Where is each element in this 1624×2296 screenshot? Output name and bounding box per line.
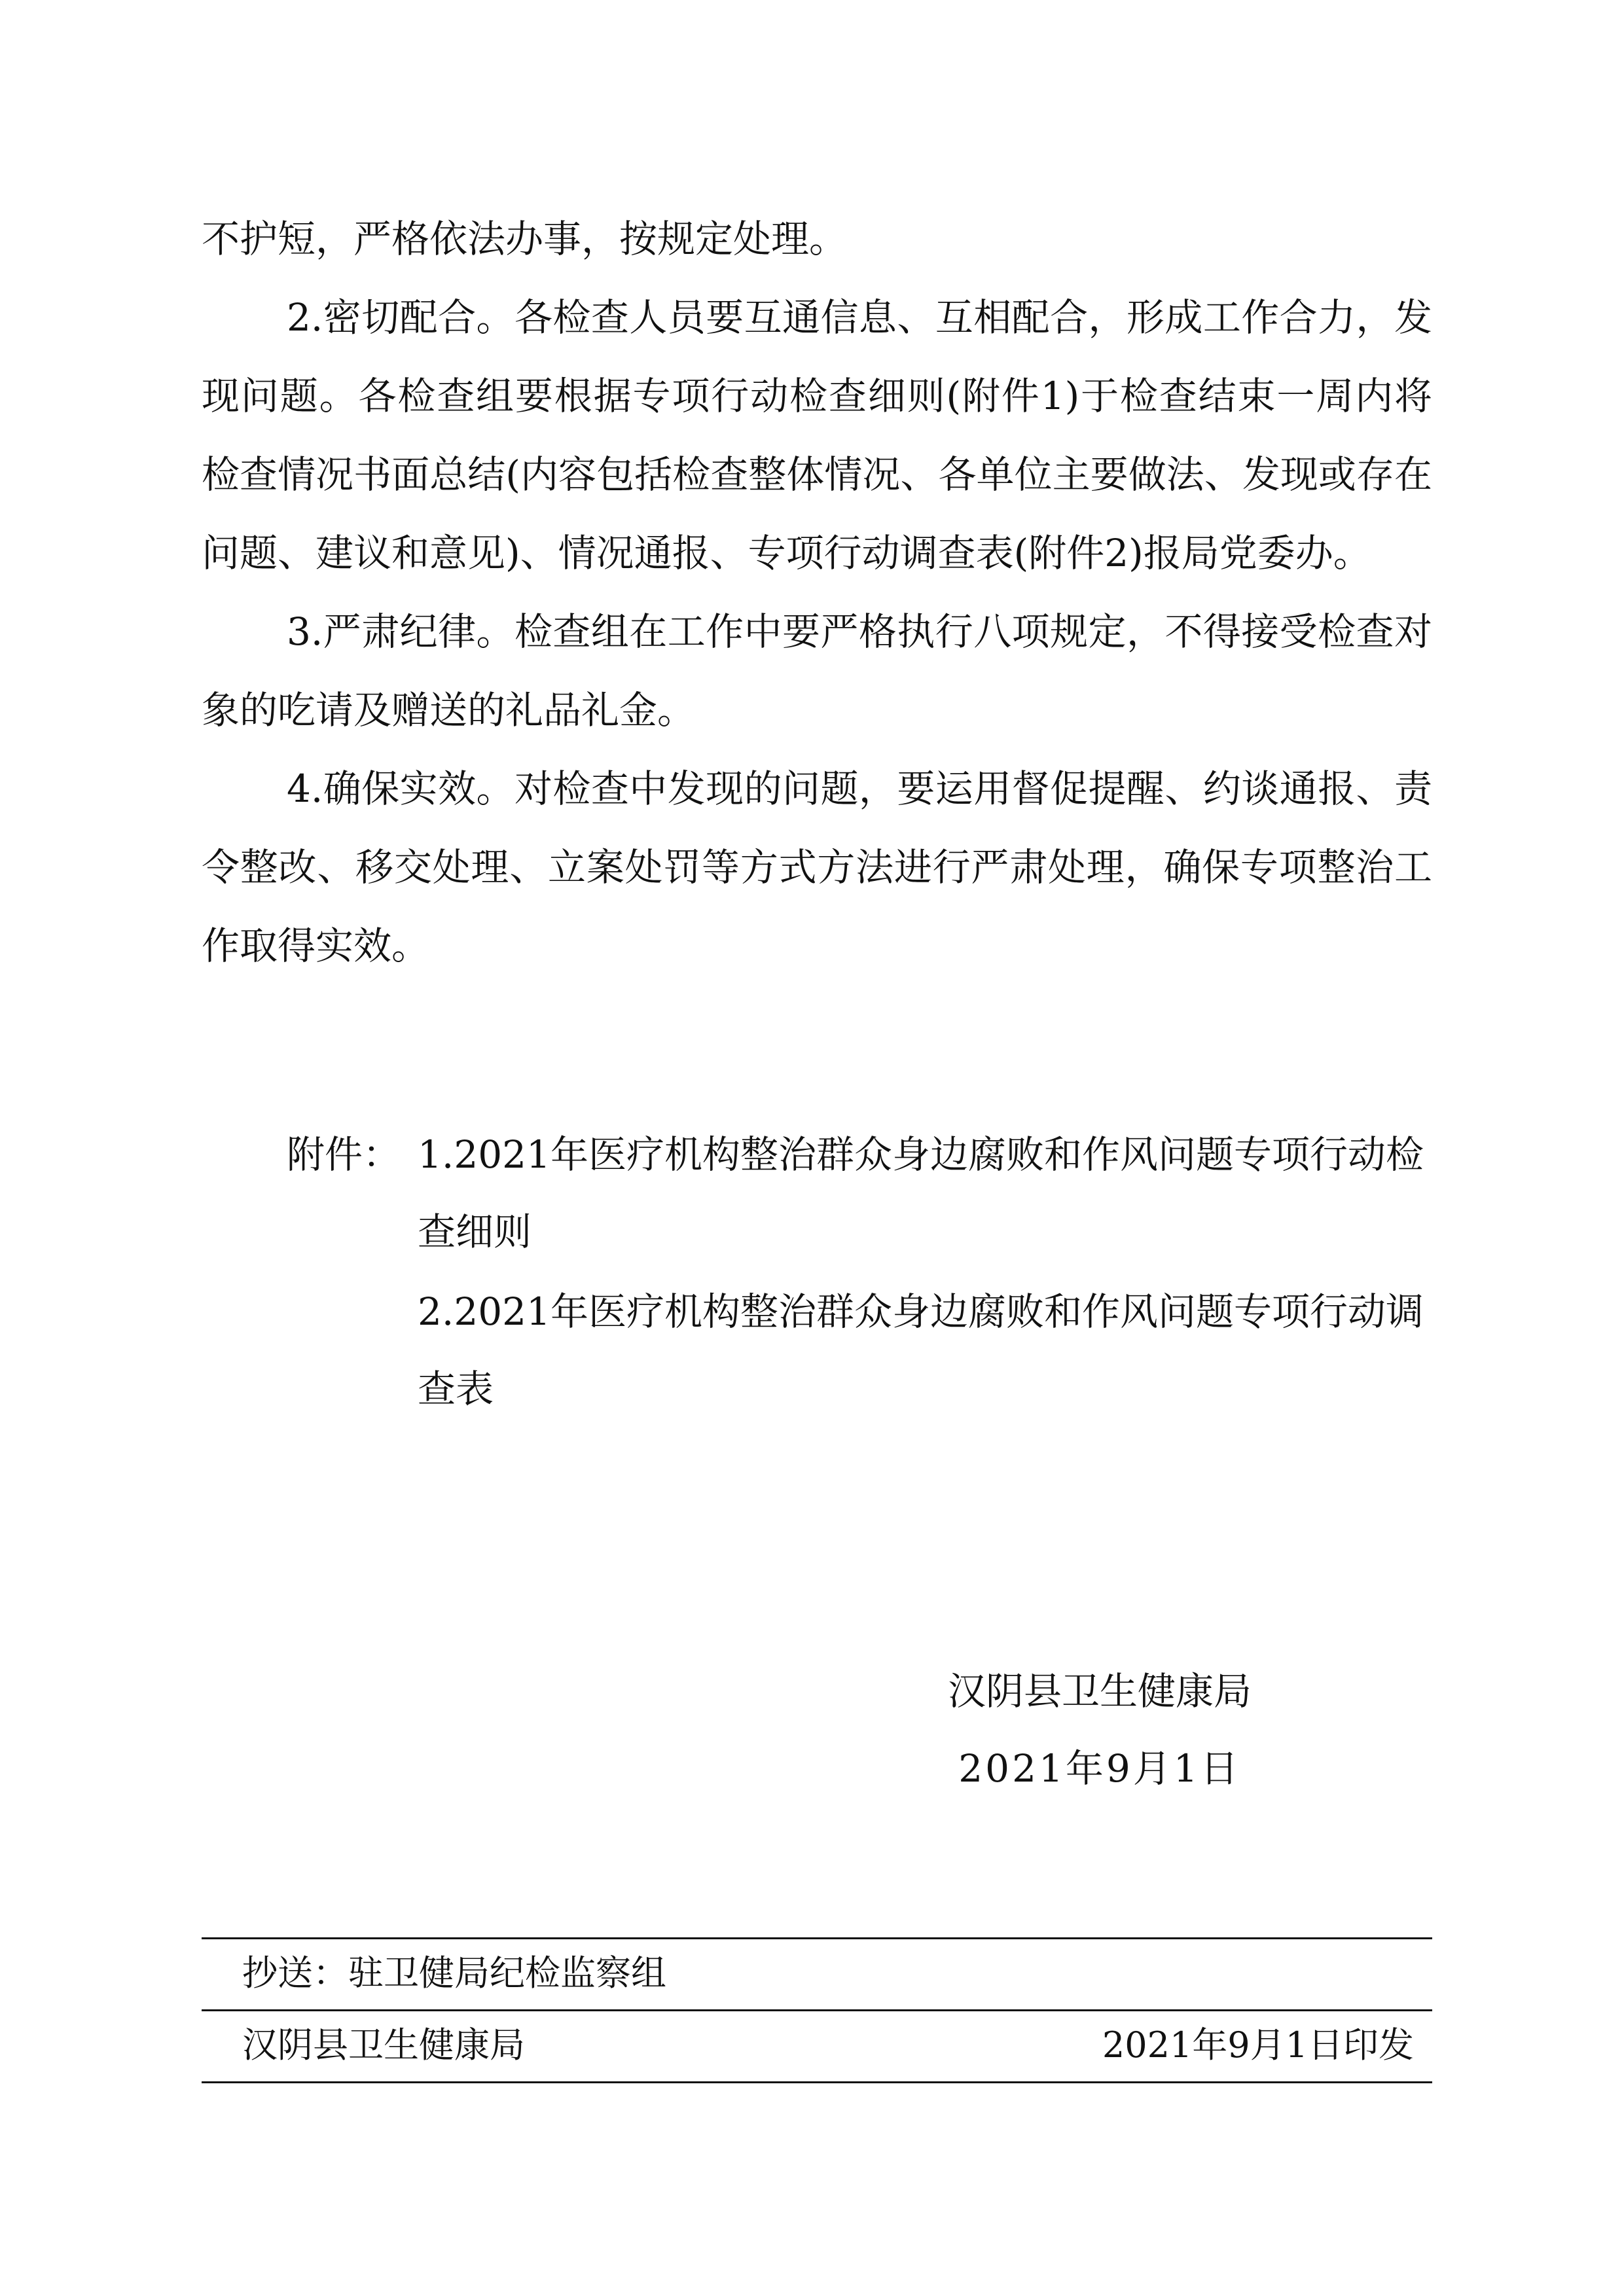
signature-date: 2021年9月1日 [958, 1746, 1241, 1791]
footer-issue-line [242, 2019, 1414, 2072]
footer-cc: 抄送：驻卫健局纪检监察组 [242, 1952, 666, 1994]
attachment-item-1: 1.2021年医疗机构整治群众身边腐败和作风问题专项行动检查细则 [418, 1132, 1424, 1254]
paragraph-cooperation: 2.密切配合。各检查人员要互通信息、互相配合，形成工作合力，发现问题。各检查组要根据专项行动检查细则(附件1)于检查结束一周内将检查情况书面总结(内容包括检查整体情况、各单位主要做法、发现或存在问题、建议和意见)、情况通报、专项行动调查表(附件2)报局党委办。 [202, 295, 1432, 575]
footer-bottom-rule [202, 2081, 1432, 2083]
attachments-list [418, 1116, 1432, 1430]
paragraph-discipline: 3.严肃纪律。检查组在工作中要严格执行八项规定，不得接受检查对象的吃请及赠送的礼品礼金。 [202, 609, 1432, 732]
attachment-item-2: 2.2021年医疗机构整治群众身边腐败和作风问题专项行动调查表 [418, 1289, 1424, 1411]
body-text [202, 200, 1432, 985]
attachments-label: 附件： [287, 1132, 401, 1177]
signature-block [871, 1653, 1329, 1807]
attachments-section [287, 1116, 1432, 1430]
paragraph-effectiveness: 4.确保实效。对检查中发现的问题，要运用督促提醒、约谈通报、责令整改、移交处理、立案处罚等方式方法进行严肃处理，确保专项整治工作取得实效。 [202, 766, 1432, 968]
paragraph-continuation: 不护短，严格依法办事，按规定处理。 [202, 217, 848, 261]
signature-organization: 汉阴县卫生健康局 [947, 1669, 1252, 1713]
footer-cc-line [242, 1947, 1414, 2000]
footer-middle-rule [202, 2009, 1432, 2011]
footer-top-rule [202, 1937, 1432, 1939]
footer-issue-date: 2021年9月1日印发 [1102, 2024, 1414, 2066]
footer-issuer: 汉阴县卫生健康局 [242, 2024, 525, 2066]
